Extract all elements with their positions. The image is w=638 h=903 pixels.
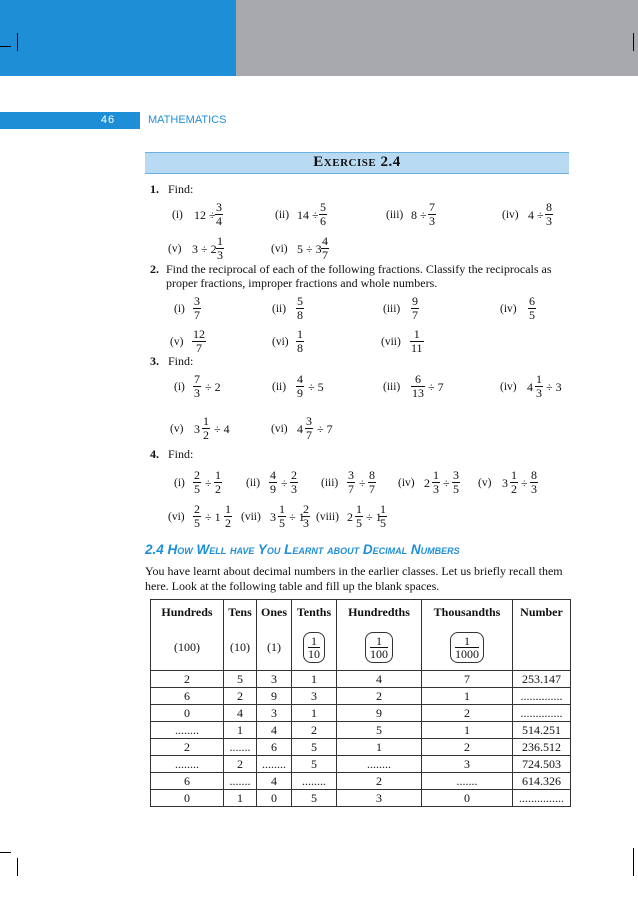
table-cell: 1	[292, 705, 337, 722]
fraction: $\frac{1}{2}$	[511, 468, 517, 496]
part-label: (ii)	[275, 209, 290, 221]
top-banner-blue	[0, 0, 236, 76]
fraction: $\frac{5}{8}$	[297, 294, 303, 322]
table-cell: 3	[422, 756, 513, 773]
place-unit-fraction: $\frac{1}{100}$	[365, 632, 393, 663]
table-cell: 3	[337, 790, 422, 807]
question-text: Find:	[168, 182, 194, 196]
expression: 4 ÷	[528, 208, 544, 222]
expression: 8 ÷	[411, 208, 427, 222]
table-cell: 5	[337, 722, 422, 739]
table-cell: 1	[337, 739, 422, 756]
part-label: (vi)	[271, 423, 288, 435]
table-cell: 1	[422, 722, 513, 739]
table-cell: 614.326	[513, 773, 571, 790]
part-label: (iv)	[500, 303, 517, 315]
crop-mark	[633, 848, 634, 876]
fraction: $\frac{1}{5}$	[380, 502, 386, 530]
question-text: Find:	[168, 447, 194, 461]
expression-tail: ÷ 7	[317, 422, 333, 436]
table-cell: 6	[151, 688, 224, 705]
column-header: Tenths	[292, 600, 337, 625]
table-cell: 1	[422, 688, 513, 705]
fraction: $\frac{3}{7}$	[348, 468, 354, 496]
fraction: $\frac{9}{7}$	[412, 294, 418, 322]
place-unit-cell	[513, 624, 571, 671]
column-header: Thousandths	[422, 600, 513, 625]
place-unit-cell	[292, 624, 337, 671]
part-label: (iii)	[383, 381, 401, 393]
fraction: $\frac{3}{4}$	[216, 200, 222, 228]
part-label: (i)	[174, 303, 185, 315]
part-label: (v)	[170, 423, 184, 435]
place-unit-fraction: $\frac{1}{1000}$	[450, 632, 484, 663]
column-header: Tens	[224, 600, 257, 625]
question-number: 2.	[150, 262, 159, 276]
fraction: $\frac{1}{8}$	[297, 327, 303, 355]
part-label: (i)	[174, 381, 185, 393]
table-row	[151, 705, 571, 722]
table-cell: 7	[422, 671, 513, 688]
table-cell: 514.251	[513, 722, 571, 739]
fraction: $\frac{8}{7}$	[369, 468, 375, 496]
table-cell: 2	[292, 722, 337, 739]
expression: 3 ÷ 2	[192, 242, 217, 256]
fraction: $\frac{4}{9}$	[270, 468, 276, 496]
exercise-title: Exercise 2.4	[313, 154, 401, 170]
subject-title: MATHEMATICS	[148, 114, 227, 126]
table-cell: .......	[224, 773, 257, 790]
fraction: $\frac{12}{7}$	[193, 327, 205, 355]
fraction: $\frac{1}{2}$	[215, 468, 221, 496]
column-header: Number	[513, 600, 571, 625]
fraction: $\frac{7}{3}$	[429, 200, 435, 228]
operator: ÷ 1	[289, 510, 305, 524]
table-row	[151, 671, 571, 688]
place-unit-fraction: $\frac{1}{10}$	[303, 632, 325, 663]
part-label: (ii)	[272, 303, 287, 315]
part-label: (iii)	[321, 477, 339, 489]
table-cell: 3	[292, 688, 337, 705]
question-number: 1.	[150, 182, 159, 196]
mixed-whole: 3	[502, 476, 508, 490]
crop-mark	[0, 46, 11, 47]
fraction: $\frac{1}{3}$	[433, 468, 439, 496]
place-value-table	[150, 599, 571, 807]
table-cell: ..............	[513, 688, 571, 705]
fraction: $\frac{4}{7}$	[322, 234, 328, 262]
table-cell: 3	[257, 705, 292, 722]
mixed-whole: 3	[270, 510, 276, 524]
crop-mark	[633, 33, 634, 51]
section-paragraph: here. Look at the following table and fill up the blank spaces.	[145, 579, 440, 593]
part-label: (i)	[172, 209, 183, 221]
table-cell: 5	[292, 756, 337, 773]
table-cell: 1	[224, 790, 257, 807]
fraction: $\frac{1}{5}$	[279, 502, 285, 530]
question-text: Find:	[168, 354, 194, 368]
fraction: $\frac{2}{3}$	[303, 502, 309, 530]
table-cell: ..............	[513, 705, 571, 722]
table-cell: 0	[422, 790, 513, 807]
table-cell: 236.512	[513, 739, 571, 756]
table-cell: 2	[224, 688, 257, 705]
operator: ÷	[205, 476, 212, 490]
table-cell: 5	[292, 790, 337, 807]
fraction: $\frac{1}{2}$	[203, 414, 209, 442]
expression: 5 ÷ 3	[297, 242, 322, 256]
place-unit: (100)	[151, 624, 224, 671]
fraction: $\frac{3}{7}$	[194, 294, 200, 322]
table-row	[151, 756, 571, 773]
part-label: (vii)	[241, 511, 261, 523]
table-cell: 5	[292, 739, 337, 756]
table-cell: 2	[422, 705, 513, 722]
table-cell: 5	[224, 671, 257, 688]
table-cell: ........	[257, 756, 292, 773]
part-label: (ii)	[246, 477, 261, 489]
part-label: (vi)	[271, 243, 288, 255]
table-cell: 253.147	[513, 671, 571, 688]
table-cell: 9	[257, 688, 292, 705]
question-text: Find the reciprocal of each of the following fractions. Classify the reciprocals as	[166, 262, 552, 276]
crop-mark	[17, 33, 18, 51]
part-label: (viii)	[316, 511, 339, 523]
mixed-whole: 4	[527, 380, 533, 394]
table-cell: 4	[337, 671, 422, 688]
table-cell: 2	[151, 671, 224, 688]
table-cell: 4	[257, 722, 292, 739]
place-unit: (1)	[257, 624, 292, 671]
table-cell: ........	[151, 756, 224, 773]
section-paragraph: You have learnt about decimal numbers in the earlier classes. Let us briefly recall them	[145, 564, 563, 578]
place-unit: (10)	[224, 624, 257, 671]
fraction: $\frac{1}{11}$	[411, 327, 423, 355]
expression: 12 ÷	[194, 208, 216, 222]
fraction: $\frac{5}{6}$	[320, 200, 326, 228]
crop-mark	[17, 858, 18, 876]
operator: ÷	[359, 476, 366, 490]
expression-tail: ÷ 5	[308, 380, 324, 394]
table-cell: 6	[151, 773, 224, 790]
table-cell: 1	[224, 722, 257, 739]
table-cell: ...............	[513, 790, 571, 807]
table-cell: 0	[257, 790, 292, 807]
operator: ÷	[443, 476, 450, 490]
expression-tail: ÷ 4	[214, 422, 230, 436]
expression-tail: ÷ 7	[428, 380, 444, 394]
table-cell: 6	[257, 739, 292, 756]
fraction: $\frac{2}{3}$	[291, 468, 297, 496]
fraction: $\frac{1}{5}$	[356, 502, 362, 530]
table-cell: ........	[337, 756, 422, 773]
part-label: (iv)	[500, 381, 517, 393]
column-header: Hundredths	[337, 600, 422, 625]
table-body	[151, 671, 571, 807]
column-header: Hundreds	[151, 600, 224, 625]
question-number: 3.	[150, 354, 159, 368]
part-label: (ii)	[272, 381, 287, 393]
column-header: Ones	[257, 600, 292, 625]
table-cell: 724.503	[513, 756, 571, 773]
operator: ÷	[521, 476, 528, 490]
table-row	[151, 773, 571, 790]
fraction: $\frac{6}{13}$	[412, 372, 424, 400]
part-label: (vi)	[168, 511, 185, 523]
fraction: $\frac{1}{3}$	[217, 234, 223, 262]
fraction: $\frac{3}{5}$	[453, 468, 459, 496]
part-label: (vii)	[381, 336, 401, 348]
fraction: $\frac{2}{5}$	[194, 468, 200, 496]
table-cell: 4	[257, 773, 292, 790]
table-row	[151, 722, 571, 739]
part-label: (i)	[174, 477, 185, 489]
table-cell: 1	[292, 671, 337, 688]
table-cell: 3	[257, 671, 292, 688]
table-cell: 2	[422, 739, 513, 756]
fraction: $\frac{7}{3}$	[194, 372, 200, 400]
place-unit-cell	[337, 624, 422, 671]
table-cell: 0	[151, 705, 224, 722]
expression: 14 ÷	[297, 208, 319, 222]
top-banner-grey	[236, 0, 638, 76]
table-cell: 2	[151, 739, 224, 756]
operator: ÷	[281, 476, 288, 490]
part-label: (iv)	[502, 209, 519, 221]
section-heading: 2.4 How Well have You Learnt about Decimal Numbers	[145, 542, 460, 557]
table-cell: .......	[224, 739, 257, 756]
table-cell: 0	[151, 790, 224, 807]
fraction: $\frac{6}{5}$	[529, 294, 535, 322]
part-label: (vi)	[272, 336, 289, 348]
page-number: 46	[100, 114, 116, 126]
part-label: (iii)	[386, 209, 404, 221]
mixed-whole: 3	[194, 422, 200, 436]
table-cell: ........	[292, 773, 337, 790]
question-text: proper fractions, improper fractions and whole numbers.	[166, 276, 438, 290]
crop-mark	[0, 852, 11, 853]
table-cell: 2	[337, 773, 422, 790]
table-cell: 2	[337, 688, 422, 705]
table-row	[151, 688, 571, 705]
table-cell: 9	[337, 705, 422, 722]
table-cell: ........	[151, 722, 224, 739]
table-cell: 4	[224, 705, 257, 722]
part-label: (v)	[170, 336, 184, 348]
part-label: (iv)	[398, 477, 415, 489]
part-label: (v)	[168, 243, 182, 255]
part-label: (iii)	[383, 303, 401, 315]
table-cell: 2	[224, 756, 257, 773]
table-cell: .......	[422, 773, 513, 790]
fraction: $\frac{4}{9}$	[297, 372, 303, 400]
table-row	[151, 790, 571, 807]
fraction: $\frac{1}{3}$	[536, 372, 542, 400]
fraction: $\frac{3}{7}$	[306, 414, 312, 442]
question-number: 4.	[150, 447, 159, 461]
part-label: (v)	[478, 477, 492, 489]
operator: ÷ 1	[205, 510, 221, 524]
mixed-whole: 2	[424, 476, 430, 490]
fraction: $\frac{8}{3}$	[531, 468, 537, 496]
place-unit-cell	[422, 624, 513, 671]
fraction: $\frac{8}{3}$	[546, 200, 552, 228]
table-row	[151, 739, 571, 756]
expression-tail: ÷ 3	[546, 380, 562, 394]
mixed-whole: 2	[347, 510, 353, 524]
fraction: $\frac{1}{2}$	[225, 502, 231, 530]
expression-tail: ÷ 2	[205, 380, 221, 394]
mixed-whole: 4	[297, 422, 303, 436]
operator: ÷ 1	[366, 510, 382, 524]
fraction: $\frac{2}{5}$	[194, 502, 200, 530]
